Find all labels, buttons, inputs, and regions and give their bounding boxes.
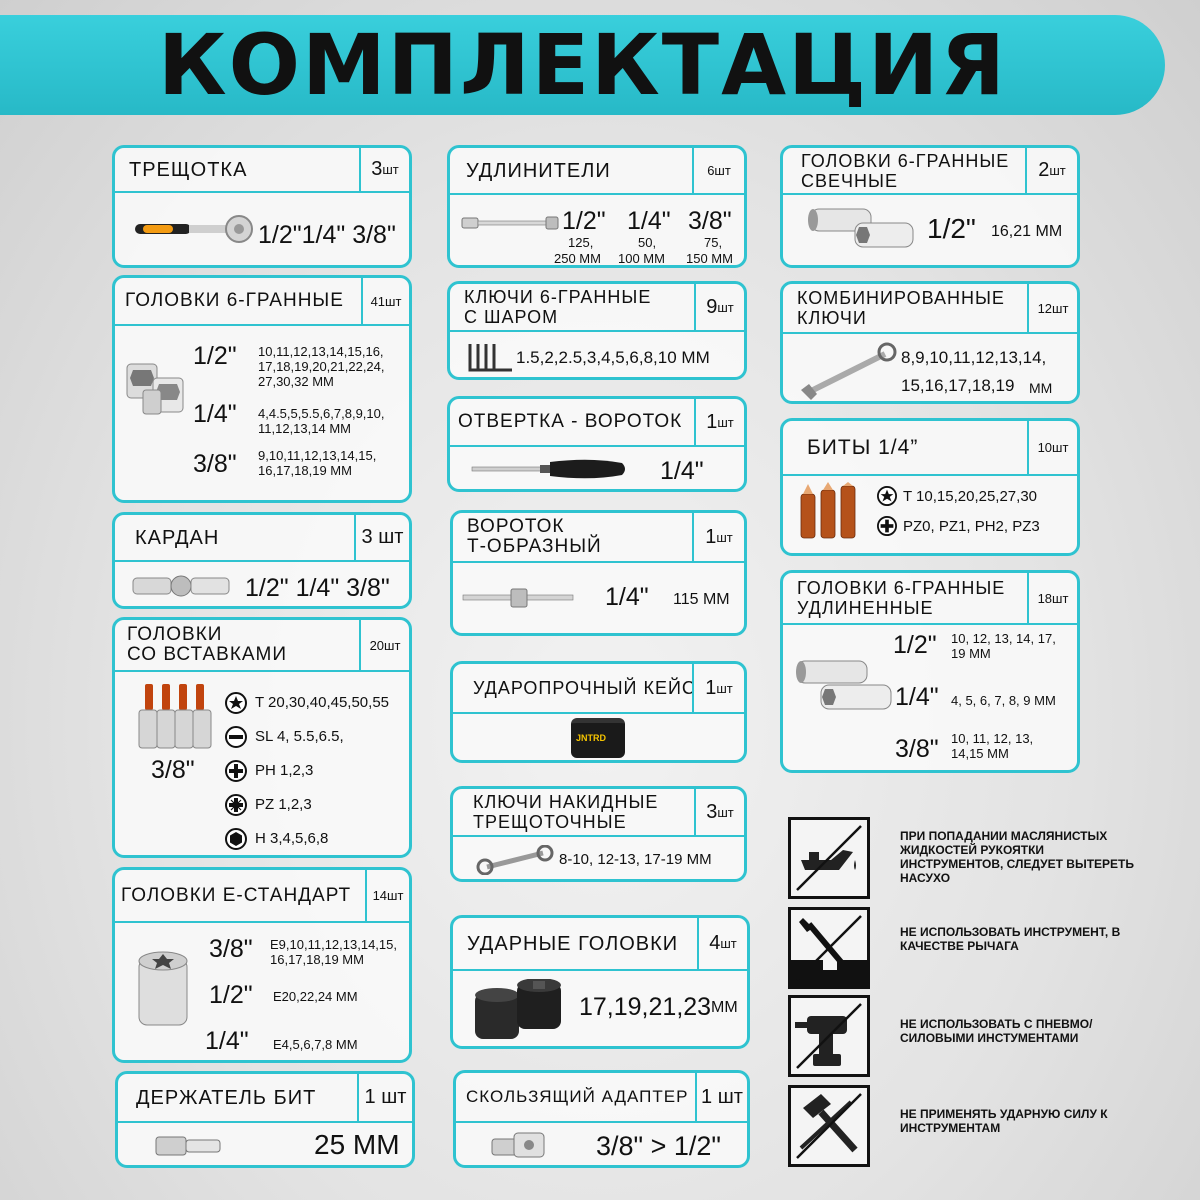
- case-brand: JNTRD: [576, 733, 607, 743]
- cardan-sizes: 1/2" 1/4" 3/8": [245, 574, 390, 602]
- bits-icon: [797, 482, 861, 548]
- card-bit-holder: [115, 1071, 415, 1168]
- card-impact-sockets: [450, 915, 750, 1049]
- warning-lever: [788, 907, 1133, 989]
- torx-icon: [225, 692, 247, 714]
- combination-wrench-icon: [797, 342, 897, 402]
- card-sliding-adapter: [453, 1070, 750, 1168]
- card-combination-wrenches: [780, 281, 1080, 404]
- quantity: 2 шт: [1025, 148, 1077, 193]
- card-title: ТРЕЩОТКА: [129, 158, 248, 181]
- sliding-adapter-icon: [490, 1131, 550, 1161]
- quantity: 4 шт: [697, 918, 747, 969]
- hex-keys-icon: [466, 340, 516, 376]
- power-drill-icon: [791, 998, 867, 1074]
- size-details: 125,: [568, 235, 594, 250]
- card-title: ДЕРЖАТЕЛЬ БИТ: [136, 1086, 317, 1109]
- quantity: 20 шт: [359, 620, 409, 670]
- card-ratchet: [112, 145, 412, 268]
- warning-text: НЕ ИСПОЛЬЗОВАТЬ С ПНЕВМО/СИЛОВЫМИ ИНСТУМЕНТАМИ: [900, 1017, 1093, 1045]
- phillips-icon: [877, 516, 897, 536]
- bit-holder-size: 25 ММ: [314, 1129, 400, 1160]
- pozidriv-icon: [225, 794, 247, 816]
- size-details: E20,22,24 ММ: [273, 989, 358, 1004]
- quantity: 18 шт: [1027, 573, 1077, 623]
- size-details: 250 ММ: [554, 251, 601, 266]
- size-details: 4,4.5,5,5.5,6,7,8,9,10, 11,12,13,14 ММ: [258, 406, 385, 436]
- bits-row: T 10,15,20,25,27,30: [903, 488, 1038, 505]
- card-title: ВОРОТОК: [467, 516, 565, 537]
- card-title-line2: С ШАРОМ: [464, 307, 559, 327]
- warning-power-tools: [788, 995, 1133, 1077]
- t-bar-length: 115 ММ: [673, 591, 730, 608]
- card-bit-sockets: [112, 617, 412, 858]
- card-screwdriver: [447, 396, 747, 492]
- torx-icon: [877, 486, 897, 506]
- size-details: E9,10,11,12,13,14,15, 16,17,18,19 ММ: [270, 937, 397, 967]
- card-title-line2: СВЕЧНЫЕ: [801, 170, 898, 191]
- combo-sizes-2: 15,16,17,18,19: [901, 376, 1015, 395]
- card-spark-sockets: [780, 145, 1080, 268]
- card-title: КЛЮЧИ НАКИДНЫЕ: [473, 792, 659, 812]
- size-label: 3/8": [193, 450, 237, 478]
- size-label: 1/2": [209, 981, 253, 1009]
- spark-sockets-icon: [807, 203, 917, 253]
- card-ratchet-wrenches: [450, 786, 747, 882]
- card-title: БИТЫ 1/4”: [807, 435, 919, 459]
- quantity: 10 шт: [1027, 421, 1077, 474]
- card-title-line2: Т-ОБРАЗНЫЙ: [467, 536, 602, 557]
- card-title: ГОЛОВКИ 6-ГРАННЫЕ: [125, 290, 344, 311]
- combo-sizes-1: 8,9,10,11,12,13,14,: [901, 348, 1047, 367]
- quantity: 41 шт: [361, 278, 409, 324]
- case-icon: [571, 718, 625, 758]
- sockets-icon: [123, 360, 193, 418]
- size-label: 1/4": [627, 207, 671, 235]
- size-label: 3/8": [688, 207, 732, 235]
- quantity: 1 шт: [695, 1073, 747, 1121]
- warning-hammer: [788, 1085, 1133, 1167]
- card-e-sockets: [112, 867, 412, 1063]
- size-label: 1/2": [927, 213, 976, 244]
- title-banner: [0, 15, 1165, 115]
- lever-icon: [791, 910, 867, 986]
- quantity: 1 шт: [694, 399, 744, 445]
- card-title-line2: СО ВСТАВКАМИ: [127, 644, 288, 665]
- size-label: 1/2": [193, 342, 237, 370]
- card-t-bar: [450, 510, 747, 636]
- size-details: 75,: [704, 235, 723, 250]
- hex-icon: [225, 828, 247, 850]
- quantity: 1 шт: [692, 513, 744, 561]
- t-bar-icon: [461, 585, 576, 611]
- card-extensions: [447, 145, 747, 268]
- card-title-line2: ТРЕЩОТОЧНЫЕ: [473, 812, 627, 832]
- bit-row: T 20,30,40,45,50,55: [255, 694, 390, 711]
- quantity: 1 шт: [692, 664, 744, 712]
- hex-keys-sizes: 1.5,2,2.5,3,4,5,6,8,10 ММ: [516, 348, 710, 367]
- quantity: 1 шт: [357, 1074, 412, 1121]
- card-case: [450, 661, 747, 763]
- screwdriver-size: 1/4": [660, 457, 704, 485]
- card-deep-sockets: [780, 570, 1080, 773]
- size-details: 10, 12, 13, 14, 17, 19 ММ: [951, 631, 1056, 661]
- page-title: КОМПЛЕКТАЦИЯ: [158, 16, 1007, 114]
- size-details: 10, 11, 12, 13, 14,15 ММ: [951, 731, 1034, 761]
- bit-sockets-icon: [135, 682, 215, 750]
- card-hex-sockets: [112, 275, 412, 503]
- warning-oil: [788, 817, 1133, 899]
- bit-row: H 3,4,5,6,8: [255, 830, 329, 847]
- bit-row: PH 1,2,3: [255, 762, 314, 779]
- impact-sockets-icon: [471, 979, 571, 1045]
- size-label: 1/4": [205, 1027, 249, 1055]
- screwdriver-icon: [470, 455, 630, 483]
- card-title: УДАРНЫЕ ГОЛОВКИ: [467, 932, 679, 955]
- card-title: ГОЛОВКИ: [127, 624, 223, 645]
- size-label: 1/4": [193, 400, 237, 428]
- card-title: КОМБИНИРОВАННЫЕ: [797, 288, 1005, 308]
- card-hex-keys: [447, 281, 747, 380]
- ratchet-icon: [133, 213, 258, 245]
- t-bar-size: 1/4": [605, 583, 649, 611]
- size-label: 3/8": [895, 735, 939, 763]
- card-cardan: [112, 512, 412, 609]
- deep-sockets-icon: [795, 655, 895, 715]
- size-label: 3/8": [209, 935, 253, 963]
- size-details: 150 ММ: [686, 251, 733, 266]
- size-label: 1/4": [895, 683, 939, 711]
- bit-row: PZ 1,2,3: [255, 796, 312, 813]
- bit-holder-icon: [154, 1133, 224, 1159]
- warning-text: НЕ ПРИМЕНЯТЬ УДАРНУЮ СИЛУ К ИНСТРУМЕНТАМ: [900, 1107, 1108, 1135]
- bits-row: PZ0, PZ1, PH2, PZ3: [903, 518, 1040, 535]
- size-label: 1/2": [893, 631, 937, 659]
- card-title: КЛЮЧИ 6-ГРАННЫЕ: [464, 287, 652, 307]
- card-title-line2: КЛЮЧИ: [797, 308, 867, 328]
- warning-text: ПРИ ПОПАДАНИИ МАСЛЯНИСТЫХ ЖИДКОСТЕЙ РУКОЯТКИ ИНСТРУМЕНТОВ, СЛЕДУЕТ ВЫТЕРЕТЬ НАСУХО: [900, 829, 1134, 885]
- card-title: СКОЛЬЗЯЩИЙ АДАПТЕР: [466, 1087, 689, 1106]
- quantity: 3 шт: [694, 789, 744, 835]
- bit-row: SL 4, 5.5,6.5,: [255, 728, 344, 745]
- card-title: КАРДАН: [135, 526, 220, 549]
- hammer-icon: [791, 1088, 867, 1164]
- phillips-icon: [225, 760, 247, 782]
- e-socket-icon: [133, 949, 193, 1029]
- size-details: 50,: [638, 235, 657, 250]
- size-details: E4,5,6,7,8 ММ: [273, 1037, 358, 1052]
- size-label: 3/8": [151, 756, 195, 784]
- card-title: УДАРОПРОЧНЫЙ КЕЙС: [473, 678, 696, 698]
- quantity: 6 шт: [692, 148, 744, 193]
- card-title-line2: УДЛИНЕННЫЕ: [797, 598, 934, 618]
- card-title: ГОЛОВКИ 6-ГРАННЫЕ: [797, 578, 1006, 598]
- quantity: 14 шт: [365, 870, 409, 921]
- quantity: 12 шт: [1027, 284, 1077, 332]
- card-title: ОТВЕРТКА - ВОРОТОК: [458, 411, 683, 432]
- warning-text: НЕ ИСПОЛЬЗОВАТЬ ИНСТРУМЕНТ, В КАЧЕСТВЕ РЫЧАГА: [900, 925, 1121, 953]
- quantity: 3 шт: [354, 515, 409, 560]
- universal-joint-icon: [131, 572, 231, 600]
- card-bits: [780, 418, 1080, 556]
- spark-sizes: 16,21 ММ: [991, 223, 1063, 240]
- extension-bar-icon: [460, 213, 560, 233]
- ratchet-wrench-sizes: 8-10, 12-13, 17-19 ММ: [559, 851, 712, 868]
- quantity: 9 шт: [694, 284, 744, 330]
- size-details: 10,11,12,13,14,15,16, 17,18,19,20,21,22,24, 27,30,32 ММ: [258, 344, 385, 389]
- card-title: УДЛИНИТЕЛИ: [466, 159, 611, 182]
- ratchet-sizes: 1/2"1/4" 3/8": [258, 221, 396, 249]
- ring-wrench-icon: [475, 845, 555, 875]
- oil-can-icon: [791, 820, 867, 896]
- impact-unit: ММ: [711, 999, 738, 1016]
- card-title: ГОЛОВКИ Е-СТАНДАРТ: [121, 884, 352, 906]
- card-title: ГОЛОВКИ 6-ГРАННЫЕ: [801, 150, 1010, 171]
- adapter-size: 3/8" > 1/2": [596, 1131, 722, 1161]
- size-details: 100 ММ: [618, 251, 665, 266]
- impact-sizes: 17,19,21,23: [579, 993, 712, 1021]
- size-details: 4, 5, 6, 7, 8, 9 ММ: [951, 693, 1056, 708]
- quantity: 3 шт: [359, 148, 409, 191]
- size-details: 9,10,11,12,13,14,15, 16,17,18,19 ММ: [258, 448, 377, 478]
- combo-unit: ММ: [1029, 380, 1053, 396]
- size-label: 1/2": [562, 207, 606, 235]
- slot-icon: [225, 726, 247, 748]
